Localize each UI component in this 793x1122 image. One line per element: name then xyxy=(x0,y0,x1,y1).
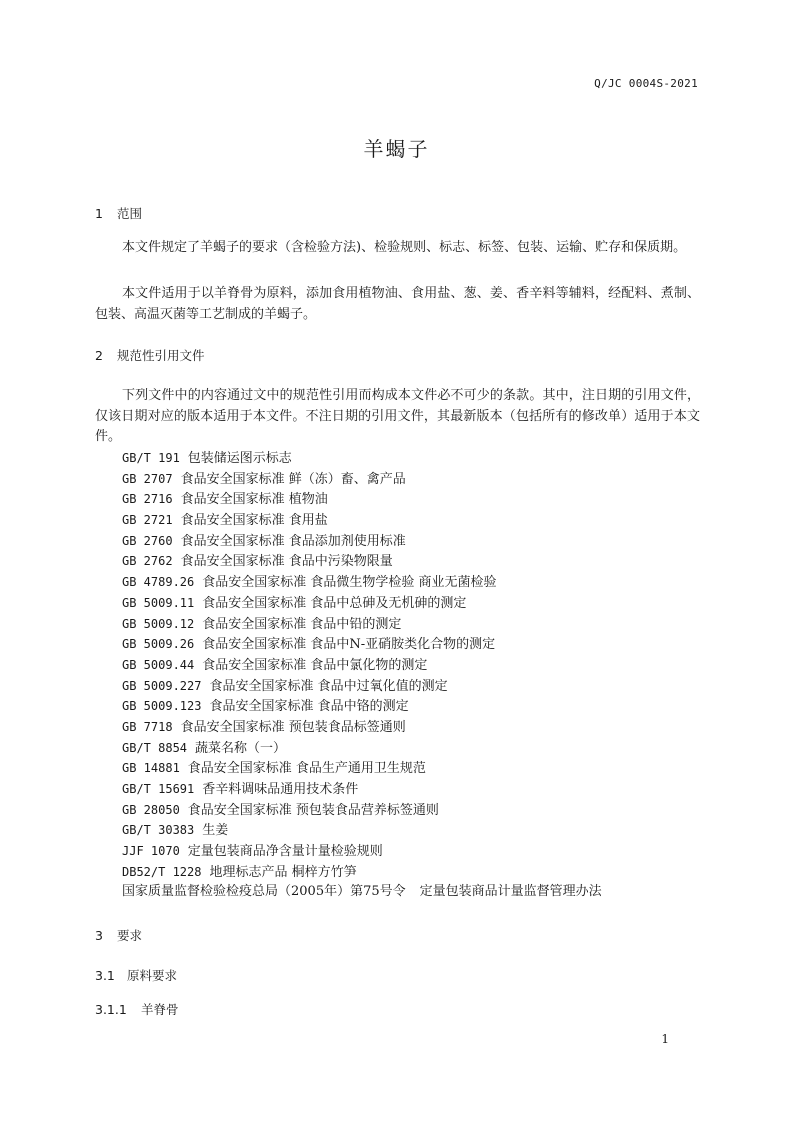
section-heading-raw-materials xyxy=(95,966,177,984)
reference-name: 食品安全国家标准 食品中铬的测定 xyxy=(209,699,409,715)
reference-name: 蔬菜名称（一） xyxy=(195,740,287,756)
reference-name: 食品安全国家标准 食品中氯化物的测定 xyxy=(202,657,428,673)
reference-name: 食品安全国家标准 食用盐 xyxy=(180,513,328,529)
reference-code: GB 2707 xyxy=(122,471,173,486)
reference-code: GB 2716 xyxy=(122,492,173,507)
reference-item xyxy=(122,614,602,635)
reference-item xyxy=(122,510,602,531)
reference-code: 国家质量监督检验检疫总局（2005年）第75号令 xyxy=(122,884,406,900)
reference-name: 食品安全国家标准 食品添加剂使用标准 xyxy=(180,533,406,549)
reference-code: GB/T 30383 xyxy=(122,823,195,838)
reference-item xyxy=(122,758,602,779)
reference-name: 食品安全国家标准 食品微生物学检验 商业无菌检验 xyxy=(202,575,497,591)
reference-item xyxy=(122,655,602,676)
document-title: 羊蝎子 xyxy=(363,137,430,161)
section-number: 3.1.1 xyxy=(95,1002,127,1017)
reference-name: 定量包装商品净含量计量检验规则 xyxy=(187,844,383,860)
reference-item xyxy=(122,841,602,862)
reference-item xyxy=(122,551,602,572)
reference-name: 生姜 xyxy=(202,823,229,839)
reference-code: GB 14881 xyxy=(122,761,180,776)
document-code: Q/JC 0004S-2021 xyxy=(594,77,698,90)
reference-code: GB/T 15691 xyxy=(122,782,195,796)
reference-item xyxy=(122,696,602,717)
reference-name: 香辛料调味品通用技术条件 xyxy=(202,782,359,797)
section-number: 2 xyxy=(95,348,103,363)
reference-item xyxy=(122,820,602,841)
reference-name: 食品安全国家标准 鲜（冻）畜、禽产品 xyxy=(180,471,406,487)
section-heading-references xyxy=(95,346,205,364)
reference-name: 食品安全国家标准 预包装食品营养标签通则 xyxy=(187,802,439,818)
reference-name: 食品安全国家标准 食品中N-亚硝胺类化合物的测定 xyxy=(202,637,496,653)
reference-name: 食品安全国家标准 植物油 xyxy=(180,492,328,508)
section-title: 规范性引用文件 xyxy=(117,348,205,363)
reference-code: GB 28050 xyxy=(122,802,180,817)
reference-code: GB/T 8854 xyxy=(122,740,188,755)
reference-code: GB 5009.227 xyxy=(122,678,202,693)
section-title: 羊脊骨 xyxy=(141,1002,179,1017)
section-heading-lamb-spine xyxy=(95,1000,179,1018)
reference-item xyxy=(122,572,602,593)
reference-code: GB 2760 xyxy=(122,533,173,548)
reference-code: DB52/T 1228 xyxy=(122,864,202,879)
section-number: 3.1 xyxy=(95,968,115,983)
reference-name: 地理标志产品 桐梓方竹笋 xyxy=(209,864,357,880)
reference-code: JJF 1070 xyxy=(122,844,180,859)
reference-item xyxy=(122,717,602,738)
reference-name: 食品安全国家标准 食品中过氧化值的测定 xyxy=(209,678,448,694)
reference-item xyxy=(122,882,602,903)
reference-code: GB/T 191 xyxy=(122,451,180,465)
reference-item xyxy=(122,738,602,759)
reference-item xyxy=(122,862,602,883)
reference-name: 食品安全国家标准 食品中总砷及无机砷的测定 xyxy=(202,595,467,611)
reference-code: GB 5009.11 xyxy=(122,595,195,610)
scope-paragraph-2: 本文件适用于以羊脊骨为原料，添加食用植物油、食用盐、葱、姜、香辛料等辅料，经配料、煮制、包装、高温灭菌等工艺制成的羊蝎子。 xyxy=(95,286,700,322)
reference-code: GB 5009.44 xyxy=(122,657,195,672)
reference-name: 食品安全国家标准 食品中污染物限量 xyxy=(180,554,393,570)
reference-code: GB 5009.123 xyxy=(122,699,202,714)
reference-code: GB 5009.12 xyxy=(122,616,195,631)
reference-item xyxy=(122,531,602,552)
reference-code: GB 4789.26 xyxy=(122,575,195,590)
section-title: 原料要求 xyxy=(127,968,178,983)
reference-item xyxy=(122,469,602,490)
reference-item xyxy=(122,634,602,655)
references-intro-paragraph: 下列文件中的内容通过文中的规范性引用而构成本文件必不可少的条款。其中，注日期的引用文件，仅该日期对应的版本适用于本文件。不注日期的引用文件，其最新版本（包括所有的修改单）适用于本文件。 xyxy=(95,388,700,444)
reference-name: 定量包装商品计量监督管理办法 xyxy=(419,884,602,900)
section-number: 3 xyxy=(95,928,103,943)
reference-item xyxy=(122,448,602,469)
reference-item xyxy=(122,676,602,697)
normative-reference-list xyxy=(122,448,602,903)
page-number: 1 xyxy=(661,1032,669,1046)
reference-name: 食品安全国家标准 预包装食品标签通则 xyxy=(180,719,406,735)
reference-code: GB 2721 xyxy=(122,513,173,528)
reference-item xyxy=(122,779,602,800)
reference-item xyxy=(122,800,602,821)
reference-code: GB 2762 xyxy=(122,554,173,569)
section-heading-requirements xyxy=(95,926,142,944)
reference-code: GB 7718 xyxy=(122,719,173,734)
reference-item xyxy=(122,489,602,510)
section-title: 要求 xyxy=(117,928,143,943)
scope-paragraph-1: 本文件规定了羊蝎子的要求（含检验方法)、检验规则、标志、标签、包装、运输、贮存和保质期。 xyxy=(122,240,687,255)
reference-name: 食品安全国家标准 食品中铅的测定 xyxy=(202,616,402,632)
reference-name: 包装储运图示标志 xyxy=(187,451,292,466)
section-title: 范围 xyxy=(117,206,143,221)
section-number: 1 xyxy=(95,206,103,221)
section-heading-scope xyxy=(95,204,142,222)
reference-code: GB 5009.26 xyxy=(122,637,195,652)
reference-item xyxy=(122,593,602,614)
reference-name: 食品安全国家标准 食品生产通用卫生规范 xyxy=(187,761,426,777)
